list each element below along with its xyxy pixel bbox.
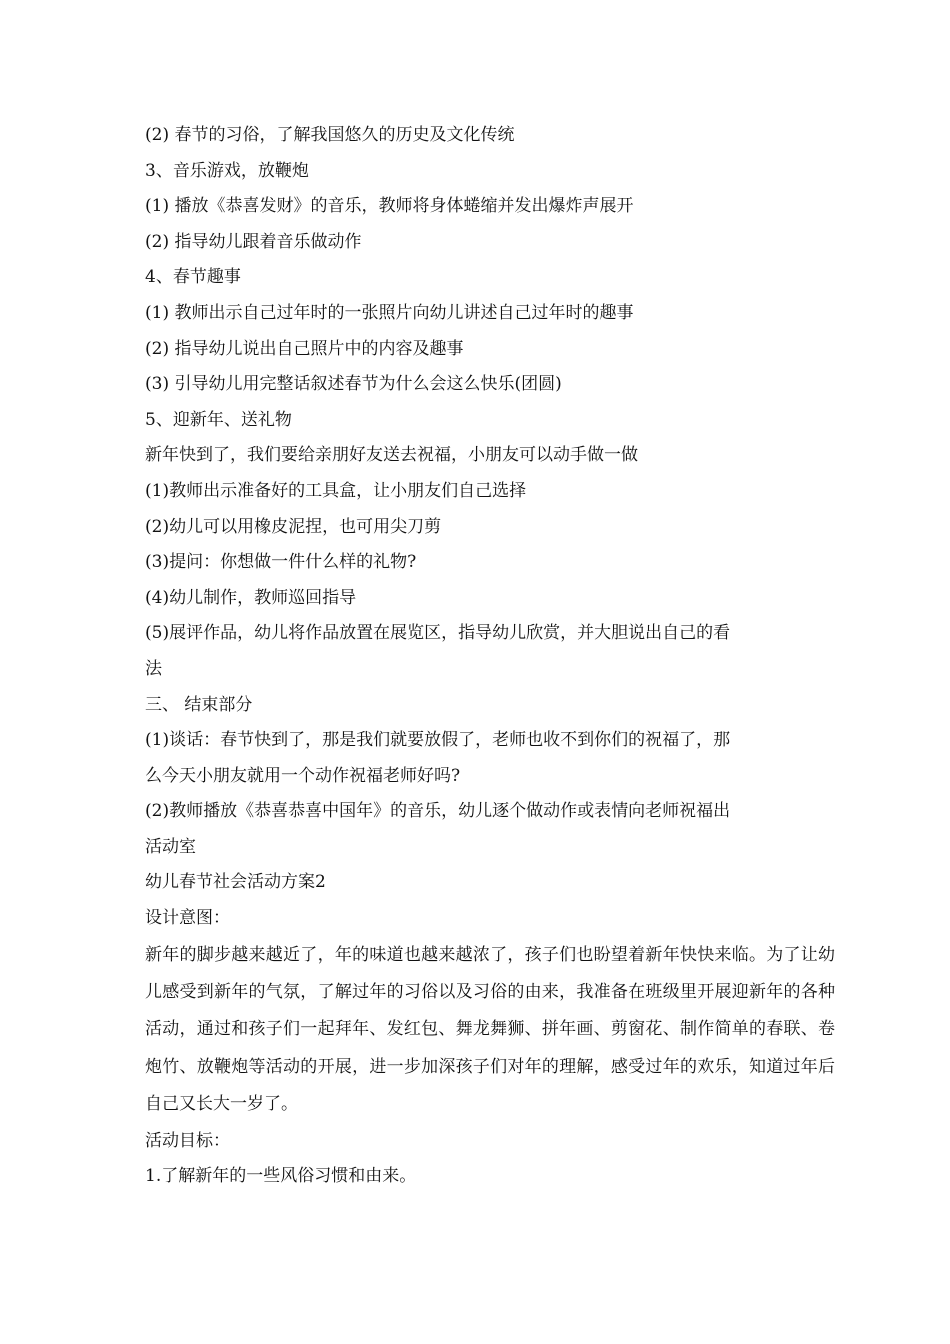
text-line: (1)谈话：春节快到了，那是我们就要放假了，老师也收不到你们的祝福了，那 [145, 730, 731, 751]
text-line: 1.了解新年的一些风俗习惯和由来。 [145, 1166, 417, 1187]
text-line: (2)幼儿可以用橡皮泥捏，也可用尖刀剪 [145, 516, 442, 537]
text-line: 法 [145, 658, 162, 679]
document-page [145, 118, 835, 1195]
document-title: 幼儿春节社会活动方案2 [145, 872, 326, 893]
text-line: (1) 播放《恭喜发财》的音乐，教师将身体蜷缩并发出爆炸声展开 [145, 196, 634, 217]
section-heading: 三、 结束部分 [145, 694, 253, 715]
text-line: 新年快到了，我们要给亲朋好友送去祝福，小朋友可以动手做一做 [145, 445, 638, 466]
design-intent-paragraph: 新年的脚步越来越近了，年的味道也越来越浓了，孩子们也盼望着新年快快来临。为了让幼儿感受到新年的气氛，了解过年的习俗以及习俗的由来，我准备在班级里开展迎新年的各种活动，通过和孩子们一起拜年、发红包、舞龙舞狮、拼年画、剪窗花、制作简单的春联、卷炮竹、放鞭炮等活动的开展，进一步加深孩子们对年的理解，感受过年的欢乐，知道过年后自己又长大一岁了。 [145, 944, 835, 1115]
text-line: (2) 春节的习俗，了解我国悠久的历史及文化传统 [145, 125, 515, 145]
text-line: (3)提问：你想做一件什么样的礼物? [145, 552, 417, 573]
text-line: (5)展评作品，幼儿将作品放置在展览区，指导幼儿欣赏，并大胆说出自己的看 [145, 623, 731, 644]
section-heading: 设计意图： [145, 908, 230, 929]
text-line: 3、音乐游戏，放鞭炮 [145, 160, 309, 181]
text-line: (3) 引导幼儿用完整话叙述春节为什么会这么快乐(团圆) [145, 374, 562, 395]
text-line: 5、迎新年、送礼物 [145, 409, 292, 430]
text-line: (2) 指导幼儿跟着音乐做动作 [145, 231, 362, 252]
text-line: (1)教师出示准备好的工具盒，让小朋友们自己选择 [145, 480, 527, 501]
text-line: (2) 指导幼儿说出自己照片中的内容及趣事 [145, 338, 464, 359]
text-line: 么今天小朋友就用一个动作祝福老师好吗? [145, 765, 461, 786]
text-line: (4)幼儿制作，教师巡回指导 [145, 587, 357, 608]
text-line: 活动室 [145, 836, 196, 857]
section-heading: 活动目标： [145, 1130, 230, 1151]
text-line: 4、春节趣事 [145, 267, 241, 288]
text-line: (1) 教师出示自己过年时的一张照片向幼儿讲述自己过年时的趣事 [145, 302, 634, 323]
text-line: (2)教师播放《恭喜恭喜中国年》的音乐，幼儿逐个做动作或表情向老师祝福出 [145, 801, 731, 822]
